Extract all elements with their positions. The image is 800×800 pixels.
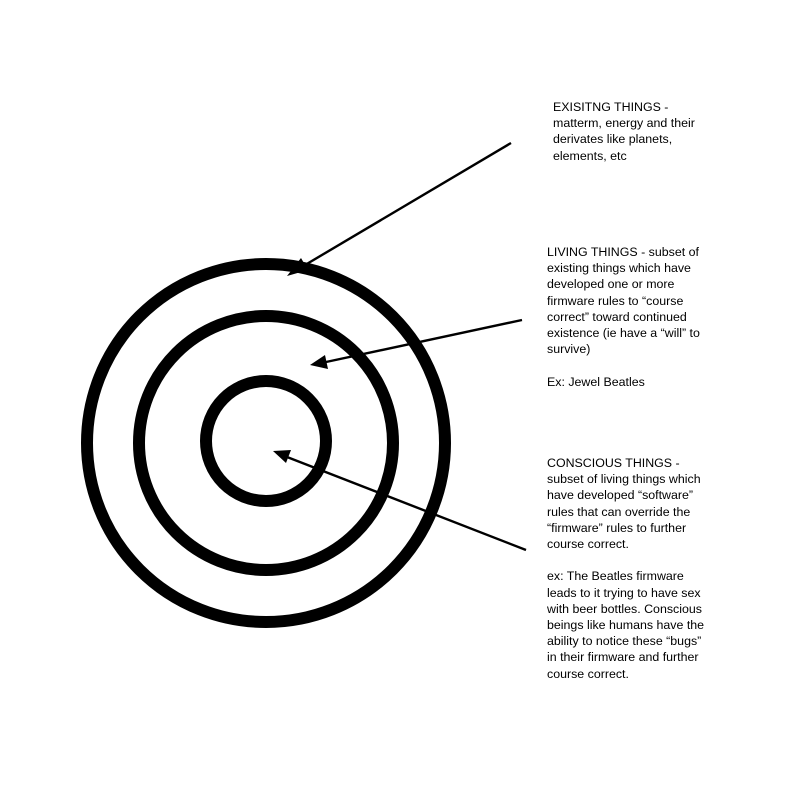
label-living-things (547, 244, 772, 390)
living-things-example: Ex: Jewel Beatles (547, 374, 645, 389)
living-things-text: LIVING THINGS - subset of existing things which have developed one or more firmware rules to “course correct” toward continued existence (ie have a “will” to survive) (547, 245, 700, 357)
inner-circle-conscious (206, 381, 326, 501)
conscious-things-example: ex: The Beatles firmware leads to it trying to have sex with beer bottles. Conscious beings like humans have the ability to notice these “bugs” in their firmware and further course correct. (547, 569, 705, 681)
middle-circle-living (139, 316, 393, 570)
arrow-existing (287, 143, 511, 276)
label-existing-things (553, 99, 753, 164)
conscious-things-text: CONSCIOUS THINGS - subset of living things which have developed “software” rules that can override the “firmware” rules to further course correct. (547, 456, 701, 552)
existing-things-text: EXISITNG THINGS - matterm, energy and their derivates like planets, elements, etc (553, 100, 695, 163)
arrow-conscious (273, 450, 526, 550)
label-conscious-things (547, 455, 772, 682)
